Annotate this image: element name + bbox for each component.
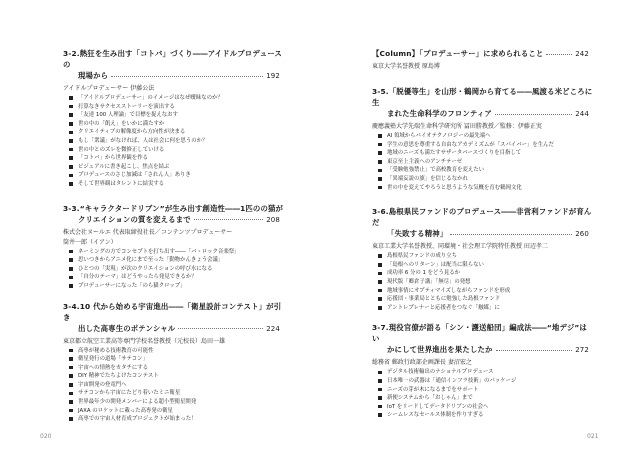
author-line: 慶應義塾大学先端生命科学研究所 冨田勝教授／監修：伊藤正実 [372, 123, 542, 130]
subtopic-item: 成功率 6 分の 1 をどう見るか [372, 269, 594, 278]
subtopic-item: 世の中とのズレを微修正していける [63, 146, 285, 155]
section-page-number: 208 [266, 215, 280, 224]
subtopic-item: 衛星発行の道場「サテコン」 [63, 355, 285, 364]
toc-section [372, 48, 594, 72]
author-name: 筒井一郎（イアン） [63, 238, 117, 246]
subtopic-item: サテコンから宇宙にたどり着いたミニ衛星 [63, 389, 285, 398]
section-number: 3-7. [372, 323, 389, 333]
section-title[interactable] [63, 203, 285, 226]
subtopic-item: 打算なきサクセスストーリーを演出する [63, 103, 285, 112]
author-line: 東京大学名誉教授 原島博 [372, 63, 440, 70]
subtopic-item: 思いつきからアニメ化にまで至った「動物かんきょう会議」 [63, 256, 285, 265]
subtopic-item: 日本唯一の武器は「通信インフラ技術」のパッケージ [372, 377, 594, 386]
toc-section [63, 301, 285, 424]
section-page-number: 192 [266, 72, 280, 80]
subtopic-item: 「異端妄説の旗」を信じるなかれ [372, 175, 594, 184]
subtopic-item: 宇宙開発の登竜門へ [63, 381, 285, 390]
subtopic-item: 「島根へのリターン」は配当に限らない [372, 261, 594, 270]
section-title[interactable] [63, 48, 285, 82]
section-page-number: 224 [266, 324, 280, 333]
subtopic-list [372, 252, 594, 312]
section-title[interactable] [372, 86, 594, 120]
dot-leader [495, 114, 572, 115]
author-line: 東京工業大学名誉教授、同環境・社会理工学院特任教授 田辺孝二 [372, 243, 548, 251]
section-title-line1: 熱狂を生み出す「コトバ」づくり――アイドルプロデュースの [63, 49, 282, 69]
subtopic-item: DIY 精神でたちよけたコンテスト [63, 372, 285, 381]
section-title-line2: 「失敗する精神」 [387, 229, 448, 239]
subtopic-item: 世の中の「飢え」をいかに満たすか [63, 120, 285, 129]
subtopic-item: ネーミングの方でコンセプトを打ち出す――「バ・ロック音楽祭」 [63, 248, 285, 257]
dot-leader [194, 219, 263, 220]
subtopic-item: 世の中を変えてやろうと思うような気概を育む鶴岡文化 [372, 184, 594, 193]
subtopic-item: ニーズの芽が木になるまでをサポート [372, 386, 594, 395]
section-title-line2: 出した高専生のポテンシャル [78, 323, 176, 333]
subtopic-item: 地域のニーズも満たすサザータバースづくりを目指して [372, 149, 594, 158]
subtopic-item: 東京至上主義へのアンチテーゼ [372, 158, 594, 167]
toc-column-left [63, 48, 285, 424]
section-number: 3-3. [63, 203, 80, 213]
section-author [372, 242, 594, 252]
subtopic-item: クリエイティブの解像度から方向性が決まる [63, 128, 285, 137]
section-title-line1: 【Column】「プロデューサー」に求められること [372, 49, 544, 58]
subtopic-item: プロデュースのさじ加減は「されん人」ありき [63, 171, 285, 180]
section-author [63, 337, 285, 347]
section-page-number: 260 [575, 230, 589, 239]
section-author [372, 122, 594, 132]
section-author [63, 228, 285, 248]
toc-section [63, 203, 285, 291]
section-page-number: 244 [575, 110, 589, 118]
section-title-line1: 「脱優等生」を山形・鶴岡から育てる――風渡る米どころに生 [372, 87, 593, 107]
subtopic-item: 学生の意思を尊重する自由なアカデミズムが「スパイバー」を生んだ [372, 141, 594, 150]
subtopic-list [63, 94, 285, 189]
toc-section [372, 86, 594, 192]
subtopic-item: JAXA のロケットに載った高専発の衛星 [63, 407, 285, 416]
subtopic-item: AI 領域からバイオテクノロジーの最先端へ [372, 132, 594, 141]
section-title[interactable] [372, 206, 594, 240]
section-page-number: 272 [575, 346, 589, 355]
section-number: 3-2. [63, 49, 80, 58]
section-title-line1: 現役官僚が語る「シン・護送船団」編成法――“地デジ”はい [372, 323, 587, 344]
subtopic-item: 高専での宇宙人材育成プロジェクトが始まった！ [63, 415, 285, 424]
subtopic-item: もし「衆議」がなければ、人は社会に何を思うのか？ [63, 137, 285, 146]
subtopic-list [372, 132, 594, 192]
section-title[interactable] [372, 322, 594, 356]
subtopic-item: 「受験勉強禁止」で高校教育を変えたい [372, 166, 594, 175]
subtopic-item: 「アイドルプロデューサー」のイメージはなぜ曖昧なのか？ [63, 94, 285, 103]
subtopic-item: 応援団・事業局とともに勉強した島根ファンド [372, 295, 594, 304]
section-title-line1: 島根県民ファンドのプロデュース――非営利ファンドが育んだ [372, 207, 592, 228]
subtopic-item: そして世界観はタレントに結実する [63, 180, 285, 189]
section-title-line2: クリエイションの質を変えるまで [78, 214, 191, 224]
section-title-line1: 10 代から始める宇宙進出――「衛星設計コンテスト」が引き [63, 301, 282, 322]
subtopic-item: アントレプレナーと応援者をつなぐ「触媒」に [372, 304, 594, 313]
toc-section [63, 48, 285, 189]
author-line: 株式会社ヌールエ 代表取締役社長／コンテンツプロデューサー [63, 228, 233, 236]
section-title-line2: まれた生命科学のフロンティア [387, 109, 492, 118]
subtopic-item: 世界最年少の開発メンバーによる超小型衛星開発 [63, 398, 285, 407]
subtopic-list [372, 368, 594, 420]
toc-column-right [372, 48, 594, 420]
dot-leader [178, 328, 263, 329]
subtopic-item: 「自分のテーマ」はどうやったら発見できるか？ [63, 273, 285, 282]
dot-leader [111, 76, 263, 77]
section-title-line2: かにして世界進出を果たしたか [387, 345, 493, 355]
section-title[interactable] [63, 301, 285, 335]
section-number: 3-6. [372, 207, 389, 217]
subtopic-item: 新便システムから「おしゃん」まで [372, 394, 594, 403]
subtopic-list [63, 347, 285, 424]
section-author [372, 62, 594, 72]
section-page-number: 242 [575, 50, 589, 58]
dot-leader [546, 54, 572, 55]
section-author [372, 358, 594, 368]
section-title-line2: 現場から [78, 71, 109, 80]
subtopic-item: シームレスなセールス体制を作りすぎる [372, 411, 594, 420]
toc-section [372, 206, 594, 312]
section-title[interactable] [372, 48, 594, 60]
dot-leader [450, 234, 572, 235]
author-line: 総務省 郵政行政部企画課長 妻沼宏之 [372, 359, 472, 367]
section-number: 3-4. [63, 301, 80, 311]
subtopic-item: IoT をリードしてデータドリブンの社会へ [372, 403, 594, 412]
subtopic-item: プロデューサーになった「のら猫クロップ」 [63, 282, 285, 291]
subtopic-item: 宇宙への情熱をカタチにする [63, 364, 285, 373]
subtopic-item: デジタル技術輸出のナショナルプロデュース [372, 368, 594, 377]
subtopic-item: 現代版「郷倉子講」「無尽」の発想 [372, 278, 594, 287]
page-number-right: 021 [587, 433, 599, 440]
section-title-line1: “キャラクタードリブン”が生み出す創造性――1匹のの猫が [79, 203, 284, 213]
dot-leader [496, 350, 573, 351]
page-number-left: 020 [40, 433, 52, 440]
subtopic-item: 島根県民ファンドの成り立ち [372, 252, 594, 261]
subtopic-item: ひとつの「実現」が次のクリエイションの呼び水になる [63, 265, 285, 274]
subtopic-item: 地域事情にオプティマイズしながらファンドを形成 [372, 287, 594, 296]
section-number: 3-5. [372, 87, 389, 96]
author-line: 東京都立航空工業高等専門学校名誉教授（元校長）島田一雄 [63, 337, 226, 345]
toc-section [372, 322, 594, 420]
subtopic-item: 「コトバ」から世界観を作る [63, 154, 285, 163]
subtopic-list [63, 248, 285, 291]
section-author [63, 84, 285, 94]
subtopic-item: 「友達 100 人理論」で目標を捉えなおす [63, 111, 285, 120]
author-line: アイドルプロデューサー 伊藤公法 [63, 85, 155, 92]
subtopic-item: ビジュアルに書き起こし、焦点を結ぶ [63, 163, 285, 172]
subtopic-item: 高専が秘める技術教育の可能性 [63, 347, 285, 356]
